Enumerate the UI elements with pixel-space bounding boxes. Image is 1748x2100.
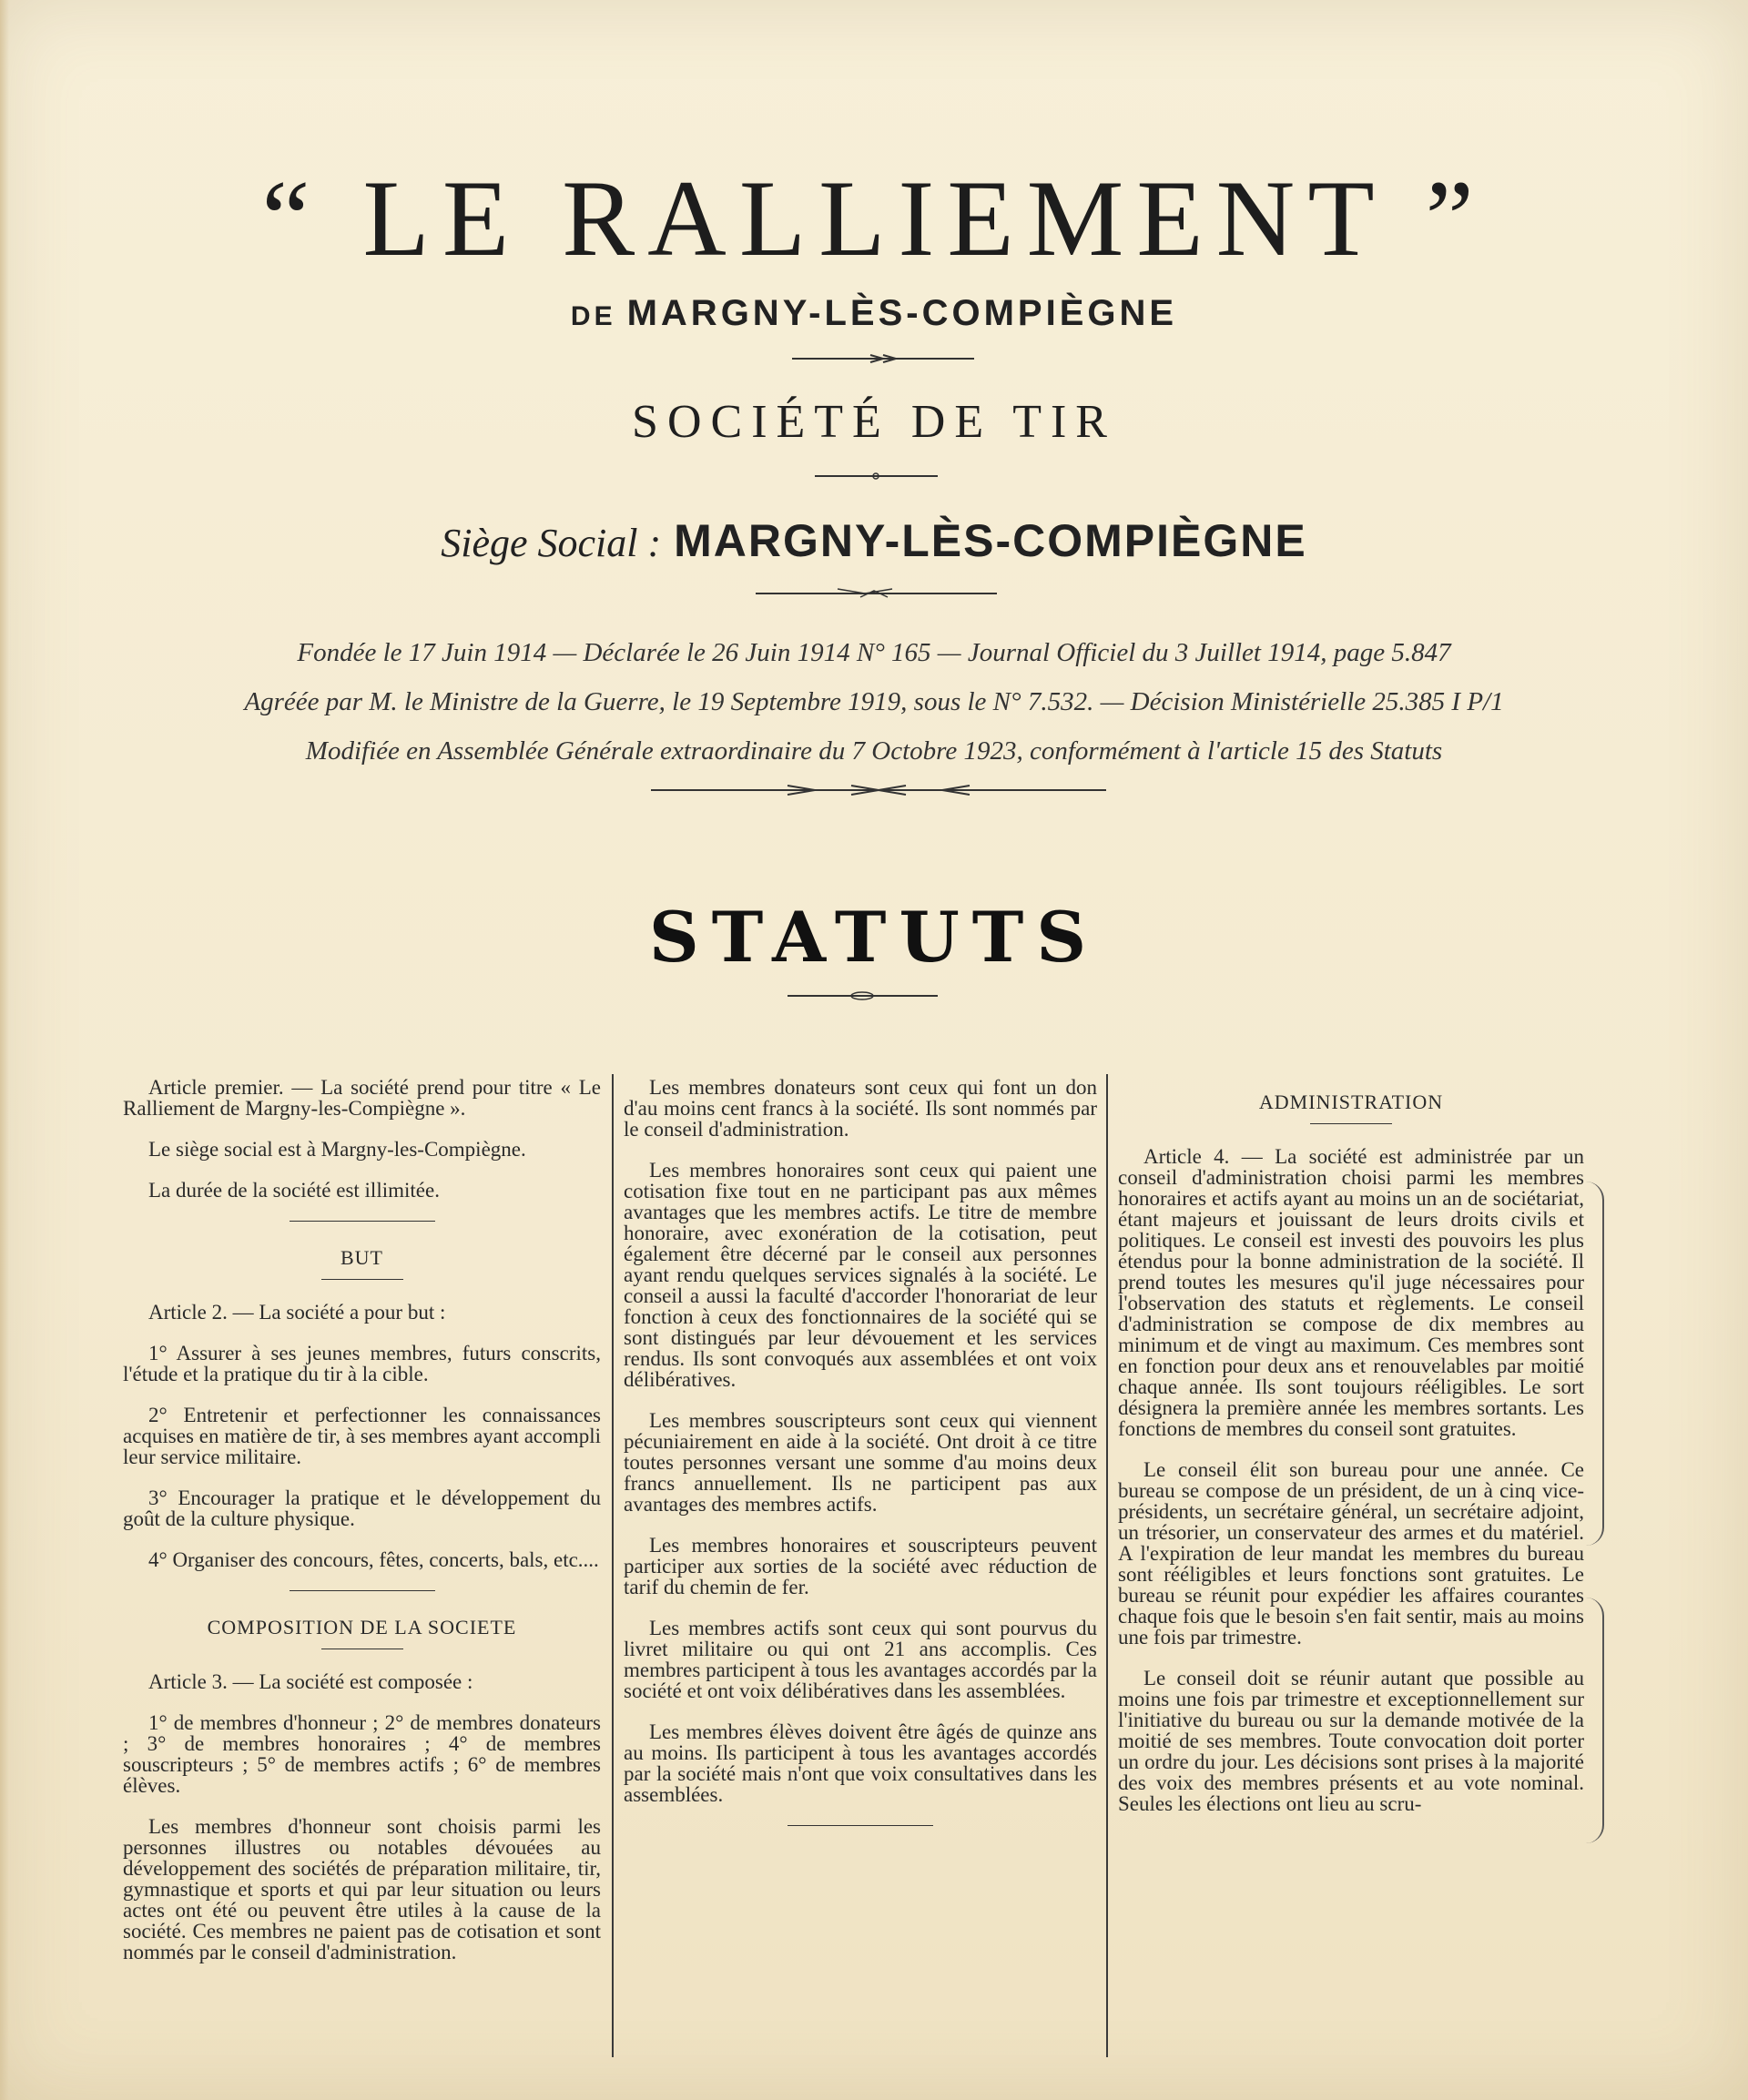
column-divider-1 [612, 1074, 614, 2057]
divider [788, 1825, 933, 1826]
foundation-info [137, 628, 1611, 776]
ornament-rule-4 [651, 784, 1106, 796]
article-1-duree: La durée de la société est illimitée. [148, 1179, 440, 1202]
membres-souscripteurs: Les membres souscripteurs sont ceux qui viennent pécuniairement en aide à la société. Ont droit à ce titre toutes personnes versant une somme d'au moins deux francs annuellement. Ils ne participent pas aux avantages des membres actifs. [624, 1409, 1097, 1516]
subtitle-de: DE [570, 301, 616, 331]
ornament-rule-2 [815, 471, 938, 482]
bureau: Le conseil élit son bureau pour une année. Ce bureau se compose de un président, de un à cinq vice-présidents, un secrétaire général, un secrétaire adjoint, un trésorier, un conservateur des armes et du matériel. A l'expiration de leur mandat les membres du bureau sont rééligibles et leurs fonctions sont gratuites. Le bureau se réunit pour expédier les affaires courantes chaque fois que le besoin s'en fait sentir, mais au moins une fois par trimestre. [1118, 1458, 1584, 1649]
siege-label: Siège Social : [441, 521, 662, 565]
section-heading-but: BUT [340, 1246, 383, 1269]
divider [290, 1590, 435, 1591]
membres-donateurs: Les membres donateurs sont ceux qui font un don d'au moins cent francs à la société. Ils sont nommés par le conseil d'administration. [624, 1076, 1097, 1141]
ornament-rule-1 [792, 353, 974, 364]
margin-bracket-2 [1586, 1598, 1604, 1843]
margin-bracket-1 [1586, 1182, 1604, 1546]
article-2: Article 2. — La société a pour but : [148, 1301, 446, 1324]
membres-honoraires: Les membres honoraires sont ceux qui paient une cotisation fixe tout en ne participant pas aux mêmes avantages que les membres actifs. Le titre de membre honoraire, avec exonération de la cotisation, peut également être décerné par le conseil aux personnes ayant rendu quelques services signalés à la société. Le conseil a aussi la faculté d'accorder l'honorariat de leur fonction à ceux des fonctionnaires de la société qui se sont distingués par leur dévouement et les services rendus. Ils sont convoqués aux assemblées et ont voix délibératives. [624, 1159, 1097, 1391]
ornament-rule-3 [756, 586, 997, 599]
but-item-4: 4° Organiser des concours, fêtes, concerts, bals, etc.... [148, 1548, 599, 1571]
ornament-rule-5 [788, 990, 938, 1001]
membres-eleves: Les membres élèves doivent être âgés de quinze ans au moins. Ils participent à tous les avantages accordés par la société mais n'ont que voix consultatives dans les assemblées. [624, 1720, 1097, 1806]
article-1-title: Article premier. — La société prend pour titre « Le Ralliement de Margny-les-Compiègne ». [123, 1076, 601, 1120]
reunion-conseil: Le conseil doit se réunir autant que possible au moins une fois par trimestre et exceptionnellement sur l'initiative du bureau ou sur la demande motivée de la moitié de ses membres. Toute convocation doit porter un ordre du jour. Les décisions sont prises à la majorité des voix des membres présents et au vote nominal. Seules les élections ont lieu au scru- [1118, 1667, 1584, 1815]
column-3 [1118, 1077, 1584, 1834]
divider [1310, 1123, 1392, 1124]
society-name: SOCIÉTÉ DE TIR [632, 396, 1116, 448]
membres-honneur: Les membres d'honneur sont choisis parmi les personnes illustres ou notables dévouées au développement des sociétés de préparation militaire, tir, gymnastique et sports et qui par leur situation ou leurs actes ont été ou peuvent être utiles à la cause de la société. Ces membres ne paient pas de cotisation et sont nommés par le conseil d'administration. [123, 1815, 601, 1963]
divider [321, 1279, 403, 1280]
but-item-1: 1° Assurer à ses jeunes membres, futurs conscrits, l'étude et la pratique du tir à la cible. [123, 1342, 601, 1385]
column-divider-2 [1106, 1074, 1108, 2057]
section-heading-administration: ADMINISTRATION [1258, 1091, 1444, 1113]
info-line-founded: Fondée le 17 Juin 1914 — Déclarée le 26 Juin 1914 N° 165 — Journal Officiel du 3 Juillet 1914, page 5.847 [297, 638, 1451, 667]
info-line-approved: Agréée par M. le Ministre de la Guerre, le 19 Septembre 1919, sous le N° 7.532. — Décision Ministérielle 25.385 I P/1 [244, 687, 1504, 716]
section-heading-composition: COMPOSITION DE LA SOCIETE [207, 1616, 517, 1638]
but-item-3: 3° Encourager la pratique et le développement du goût de la culture physique. [123, 1486, 601, 1530]
document-subtitle [0, 293, 1748, 334]
siege-social [0, 514, 1748, 567]
subtitle-place: MARGNY-LÈS-COMPIÈGNE [626, 293, 1178, 333]
siege-place: MARGNY-LÈS-COMPIÈGNE [674, 515, 1307, 566]
article-1-siege: Le siège social est à Margny-les-Compiègne. [148, 1138, 526, 1161]
membres-actifs: Les membres actifs sont ceux qui sont pourvus du livret militaire ou qui ont 21 ans accomplis. Ces membres participent à tous les avantages accordés par la société et ont voix délibératives dans les assemblées. [624, 1617, 1097, 1702]
statuts-heading: STATUTS [648, 897, 1100, 978]
document-title: “ LE RALLIEMENT ” [261, 157, 1487, 279]
article-3: Article 3. — La société est composée : [148, 1670, 473, 1693]
honoraires-sorties: Les membres honoraires et souscripteurs peuvent participer aux sorties de la société avec réduction de tarif du chemin de fer. [624, 1534, 1097, 1598]
article-4: Article 4. — La société est administrée par un conseil d'administration choisi parmi les membres honoraires et actifs ayant au moins un an de sociétariat, étant majeurs et jouissant de leurs droits civils et politiques. Le conseil est investi des pouvoirs les plus étendus pour la bonne administration de la société. Il prend toutes les mesures qu'il juge nécessaires pour l'observation des statuts et règlements. Le conseil d'administration se compose de dix membres au minimum et de vingt au maximum. Ces membres sont en fonction pour deux ans et renouvelables par moitié chaque année. Ils sont toujours rééligibles. Le sort désignera la première année les membres sortants. Les fonctions de membres du conseil sont gratuites. [1118, 1145, 1584, 1440]
but-item-2: 2° Entretenir et perfectionner les connaissances acquises en matière de tir, à ses membres ayant accompli leur service militaire. [123, 1404, 601, 1468]
column-2 [624, 1077, 1097, 1848]
composition-list: 1° de membres d'honneur ; 2° de membres donateurs ; 3° de membres honoraires ; 4° de membres souscripteurs ; 5° de membres actifs ; 6° de membres élèves. [123, 1711, 601, 1797]
column-1 [123, 1077, 601, 1983]
info-line-modified: Modifiée en Assemblée Générale extraordinaire du 7 Octobre 1923, conformément à l'article 15 des Statuts [305, 736, 1443, 766]
divider [290, 1221, 435, 1222]
